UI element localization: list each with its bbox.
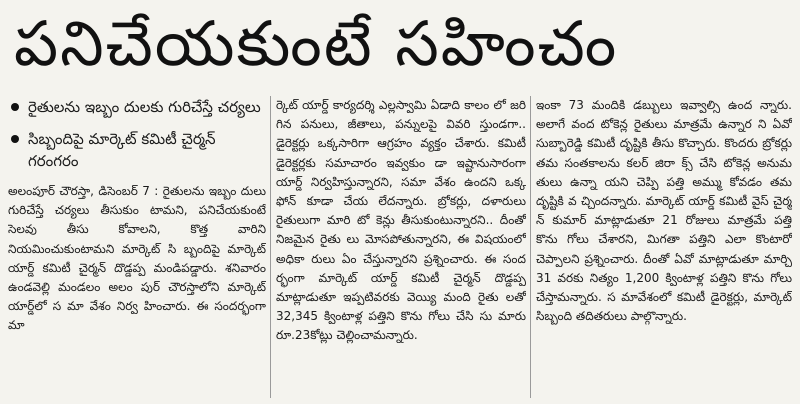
bullet-icon [11, 135, 19, 143]
article-column-1 [8, 96, 266, 402]
bullet-icon [11, 103, 19, 111]
column-divider-1 [270, 96, 271, 398]
highlight-text-1: రైతులను ఇబ్బం దులకు గురిచేస్తే చర్యలు [28, 98, 261, 116]
column-1-text: అలంపూర్ చౌరస్తా, డిసెంబర్ 7 : రైతులను ఇబ్బం దులు గురిచేస్తే చర్యలు తీసుకుం టామని, పనిచేయకుంటే సెలవు తీసు కోవాలని, కొత్త వారిని నియమించుకుంటామని మార్కెట్ సి బ్బందిపై మార్కెట్ యార్డ్ కమిటీ చైర్మన్ దొడ్డప్ప మండిపడ్డారు. శనివారం ఉండవెల్లి మండలం అలం పుర్ చౌరస్తాలోని మార్కెట్ యార్డ్‌లో స మా వేశం నిర్వ హించారు. ఈ సందర్భంగా మా [8, 184, 266, 333]
column-3-text: ఇంకా 73 మందికి డబ్బులు ఇవ్వాల్సి ఉంద న్నారు. అలాగే వంద టోకెన్ల రైతులు మాత్రమే ఉన్నార ని ఏవో సుబ్బారెడ్డి కమిటీ దృష్టికి తీసు కొచ్చారు. కొందరు బ్రోకర్లు తమ సంతకాలను కలర్ జిరా క్స్ చేసి టోకెన్ల అనుమ తులు ఉన్నా యని చెప్పి పత్తి అమ్ము కోవడం తమ దృష్టికి వ చ్చిందన్నారు. మార్కెట్ యార్డ్ కమిటీ వైస్ చైర్మ న్ కుమార్ మాట్లాడుతూ 21 రోజులు మాత్రమే పత్తి కొను గోలు చేశారని, మిగతా పత్తిని ఎలా కొంటారో చెప్పాలని ప్రశ్నించారు. దీంతో ఏవో మాట్లాడుతూ మార్చి 31 వరకు నిత్యం 1,200 క్వింటాళ్ల పత్తిని కొను గోలు చేస్తామన్నారు. స మావేశంలో కమిటీ డైరెక్టర్లు, మార్కెట్ సిబ్బంది తదితరులు పాల్గొన్నారు. [536, 98, 792, 324]
highlight-item-1 [8, 96, 266, 118]
article-column-3 [536, 96, 792, 402]
article-column-2 [276, 96, 526, 402]
highlight-text-2: సిబ్బందిపై మార్కెట్ కమిటీ చైర్మన్ గరంగరం [28, 130, 216, 170]
headline: పనిచేయకుంటే సహించం [14, 7, 619, 80]
column-2-text: ర్కెట్ యార్డ్ కార్యదర్శి ఎల్లస్వామి ఏడాది కాలం లో జరి గిన పనులు, జీతాలు, పన్నులపై వివరి స్తుండగా.. డైరెక్టర్లు ఒక్కసారిగా ఆగ్రహం వ్యక్తం చేశారు. కమిటీ డైరెక్టర్లకు సమాచారం ఇవ్వకుం డా ఇష్టానుసారంగా యార్డ్ నిర్వహిస్తున్నారని, సమా వేశం ఉందని ఒక్క ఫోన్ కూడా చేయ లేదన్నారు. బ్రోకర్లు, దళారులు రైతులుగా మారి టో కెన్లు తీసుకుంటున్నారని.. దీంతో నిజమైన రైతు లు మోసపోతున్నారని, ఈ విషయంలో అధికా రులు ఏం చేస్తున్నారని ప్రశ్నించారు. ఈ సంద ర్భంగా మార్కెట్ యార్డ్ కమిటీ చైర్మన్ దొడ్డప్ప మాట్లాడుతూ ఇప్పటివరకు వెయ్యి మంది రైతు లతో 32,345 క్వింటాళ్ల పత్తిని కొను గోలు చేసి సు మారు రూ.23కోట్లు చెల్లించామన్నారు. [276, 98, 526, 343]
column-divider-2 [530, 96, 531, 398]
highlight-item-2 [8, 128, 266, 172]
highlights-list [8, 96, 266, 172]
